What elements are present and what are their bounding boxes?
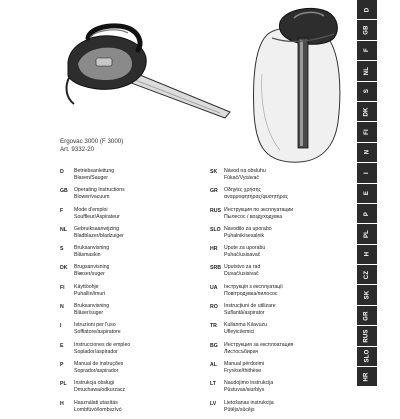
language-entry-p xyxy=(60,361,210,380)
language-code: LV xyxy=(210,400,217,407)
language-code: GB xyxy=(60,188,68,195)
product-name: αναρροφητήρας/φυσητήρας xyxy=(224,194,289,201)
manual-title: Operating Instructions xyxy=(74,187,125,194)
language-tab[interactable]: S xyxy=(357,82,377,101)
manual-title: Instrucciones de empleo xyxy=(74,341,131,348)
language-code: PL xyxy=(60,381,67,388)
manual-title: Navodilo za uporabo xyxy=(224,225,272,232)
language-entry-ro xyxy=(210,303,352,322)
manual-title: Инструкция за експлоатация xyxy=(224,341,294,348)
language-tab[interactable]: N xyxy=(357,143,377,162)
product-name: Soffiatore/aspiratore xyxy=(74,329,121,336)
language-entry-e xyxy=(60,342,210,361)
language-tab[interactable]: F xyxy=(357,41,377,60)
language-entry-lt xyxy=(210,380,352,399)
language-entry-tr xyxy=(210,322,352,341)
manual-title: Instrucțiuni de utilizare xyxy=(224,303,276,310)
model-name: Ergovac 3000 (F 3000) xyxy=(60,138,124,145)
language-entry-n xyxy=(60,303,210,322)
language-tab[interactable]: GR xyxy=(357,306,377,325)
language-code: LT xyxy=(210,381,216,388)
product-name: Blåser/suger xyxy=(74,310,104,317)
product-name: Pūtējs/sūcējs xyxy=(224,406,255,413)
language-code: RO xyxy=(210,304,218,311)
language-entry-ua xyxy=(210,284,352,303)
language-entry-i xyxy=(60,322,210,341)
product-name: Üfleyici/emici xyxy=(224,329,255,336)
language-entry-nl xyxy=(60,226,210,245)
language-code: TR xyxy=(210,323,217,330)
language-code: FI xyxy=(60,284,65,291)
product-name: Листосъбирач xyxy=(224,348,259,355)
language-code: N xyxy=(60,304,64,311)
language-entry-fi xyxy=(60,284,210,303)
manual-title: Інструкція з експлуатації xyxy=(224,283,283,290)
product-name: Soprador/aspirador xyxy=(74,367,119,374)
language-tab[interactable]: H xyxy=(357,245,377,264)
language-index xyxy=(60,168,352,419)
language-tab[interactable]: RUS xyxy=(357,326,377,345)
language-tab-strip xyxy=(357,0,377,400)
product-name: Blåsmaskin xyxy=(74,252,101,259)
language-entry-bg xyxy=(210,342,352,361)
language-tab[interactable]: I xyxy=(357,163,377,182)
manual-title: Brugsanvisning xyxy=(74,264,110,271)
product-name: Pūstuvas/siurblys xyxy=(224,387,265,394)
product-name: Suflantă/aspirator xyxy=(224,310,265,317)
language-code: SLO xyxy=(210,226,221,233)
product-name: Dmuchawa/odkurzacz xyxy=(74,387,126,394)
language-entry-al xyxy=(210,361,352,380)
manual-title: Istruzioni per l'uso xyxy=(74,322,116,329)
language-code: S xyxy=(60,246,64,253)
language-tab[interactable]: D xyxy=(357,0,377,19)
product-name: Soplador/aspirador xyxy=(74,348,118,355)
language-tab[interactable]: PL xyxy=(357,224,377,243)
product-name: Lombfúvó/lombszívó xyxy=(74,406,122,413)
product-name: Puhallin/imuri xyxy=(74,290,106,297)
leaf-blower-illustration xyxy=(60,20,235,120)
product-name: Пылесос / воздуходувка xyxy=(224,213,283,220)
language-tab[interactable]: GB xyxy=(357,20,377,39)
product-name: Puhač/usisavač xyxy=(224,252,261,259)
manual-title: Naudojimo instrukcija xyxy=(224,380,274,387)
manual-title: Οδηγίες χρήσης xyxy=(224,187,261,194)
product-name: Повітродувка/пилосос xyxy=(224,290,278,297)
language-code: SRB xyxy=(210,265,221,272)
language-entry-f xyxy=(60,207,210,226)
manual-title: Betriebsanleitung xyxy=(74,168,115,174)
manual-title: Bruksanvisning xyxy=(74,245,110,252)
language-code: BG xyxy=(210,342,218,349)
language-entry-h xyxy=(60,400,210,419)
product-name: Duvač/usisivač xyxy=(224,271,259,278)
manual-title: Kullanma Kılavuzu xyxy=(224,322,267,329)
manual-title: Upute za uporabu xyxy=(224,245,266,252)
product-name: Blower/vacuum xyxy=(74,194,110,201)
language-code: AL xyxy=(210,361,217,368)
vacuum-collection-bag-illustration xyxy=(250,4,345,164)
language-entry-d xyxy=(60,168,210,187)
manual-title: Bruksanvisning xyxy=(74,303,110,310)
manual-title: Uputstvo za rad xyxy=(224,264,261,271)
language-entry-rus xyxy=(210,207,352,226)
language-code: P xyxy=(60,361,64,368)
manual-title: Käyttöohje xyxy=(74,283,99,290)
language-tab[interactable]: SLO xyxy=(357,347,377,366)
model-info xyxy=(60,138,250,154)
language-code: SK xyxy=(210,169,218,175)
language-code: UA xyxy=(210,284,218,291)
language-code: DK xyxy=(60,265,68,272)
manual-title: Használati utasítás xyxy=(74,399,118,406)
language-entry-hr xyxy=(210,245,352,264)
language-code: E xyxy=(60,342,64,349)
language-entry-dk xyxy=(60,264,210,283)
language-tab[interactable]: FI xyxy=(357,122,377,141)
language-code: F xyxy=(60,207,64,214)
language-tab[interactable]: DK xyxy=(357,102,377,121)
product-name: Blasen/Sauger xyxy=(74,175,109,181)
language-code: RUS xyxy=(210,207,221,214)
language-tab[interactable]: SK xyxy=(357,285,377,304)
manual-title: Gebruiksaanwijzing xyxy=(74,225,119,232)
language-entry-srb xyxy=(210,264,352,283)
language-entry-gb xyxy=(60,187,210,206)
language-tab[interactable]: P xyxy=(357,204,377,223)
product-name: Fúkač/Vysávač xyxy=(224,175,259,181)
language-tab[interactable]: CZ xyxy=(357,265,377,284)
manual-title: Mode d'emploi xyxy=(74,206,108,213)
language-entry-gr xyxy=(210,187,352,206)
language-tab[interactable]: NL xyxy=(357,61,377,80)
product-name: Puhalnik/sesalnik xyxy=(224,232,265,239)
language-code: NL xyxy=(60,226,67,233)
language-entry-lv xyxy=(210,400,352,419)
product-name: Blæser/suger xyxy=(74,271,105,278)
manual-title: Manual de instruções xyxy=(74,360,124,367)
product-name: Bladblazer/bladzuiger xyxy=(74,232,124,239)
language-code: H xyxy=(60,400,64,407)
article-number: Art. 9332-20 xyxy=(60,146,95,153)
manual-title: Manual përdorimi xyxy=(224,360,265,367)
manual-title: Instrukcja obsługi xyxy=(74,380,115,387)
language-entry-sk xyxy=(210,168,352,187)
product-name: Fryrëse/thithëse xyxy=(224,367,262,374)
language-tab[interactable]: E xyxy=(357,184,377,203)
manual-title: Lietošanas instrukcija xyxy=(224,399,274,406)
language-code: GR xyxy=(210,188,218,195)
language-entry-pl xyxy=(60,380,210,399)
language-code: D xyxy=(60,169,64,175)
manual-title: Инструкция по эксплуатации xyxy=(224,206,294,213)
language-code: HR xyxy=(210,246,218,253)
product-name: Souffleur/Aspirateur xyxy=(74,213,120,220)
language-code: I xyxy=(60,323,62,330)
language-entry-s xyxy=(60,245,210,264)
language-tab[interactable]: HR xyxy=(357,367,377,386)
language-entry-slo xyxy=(210,226,352,245)
manual-title: Návod na obsluhu xyxy=(224,168,266,174)
